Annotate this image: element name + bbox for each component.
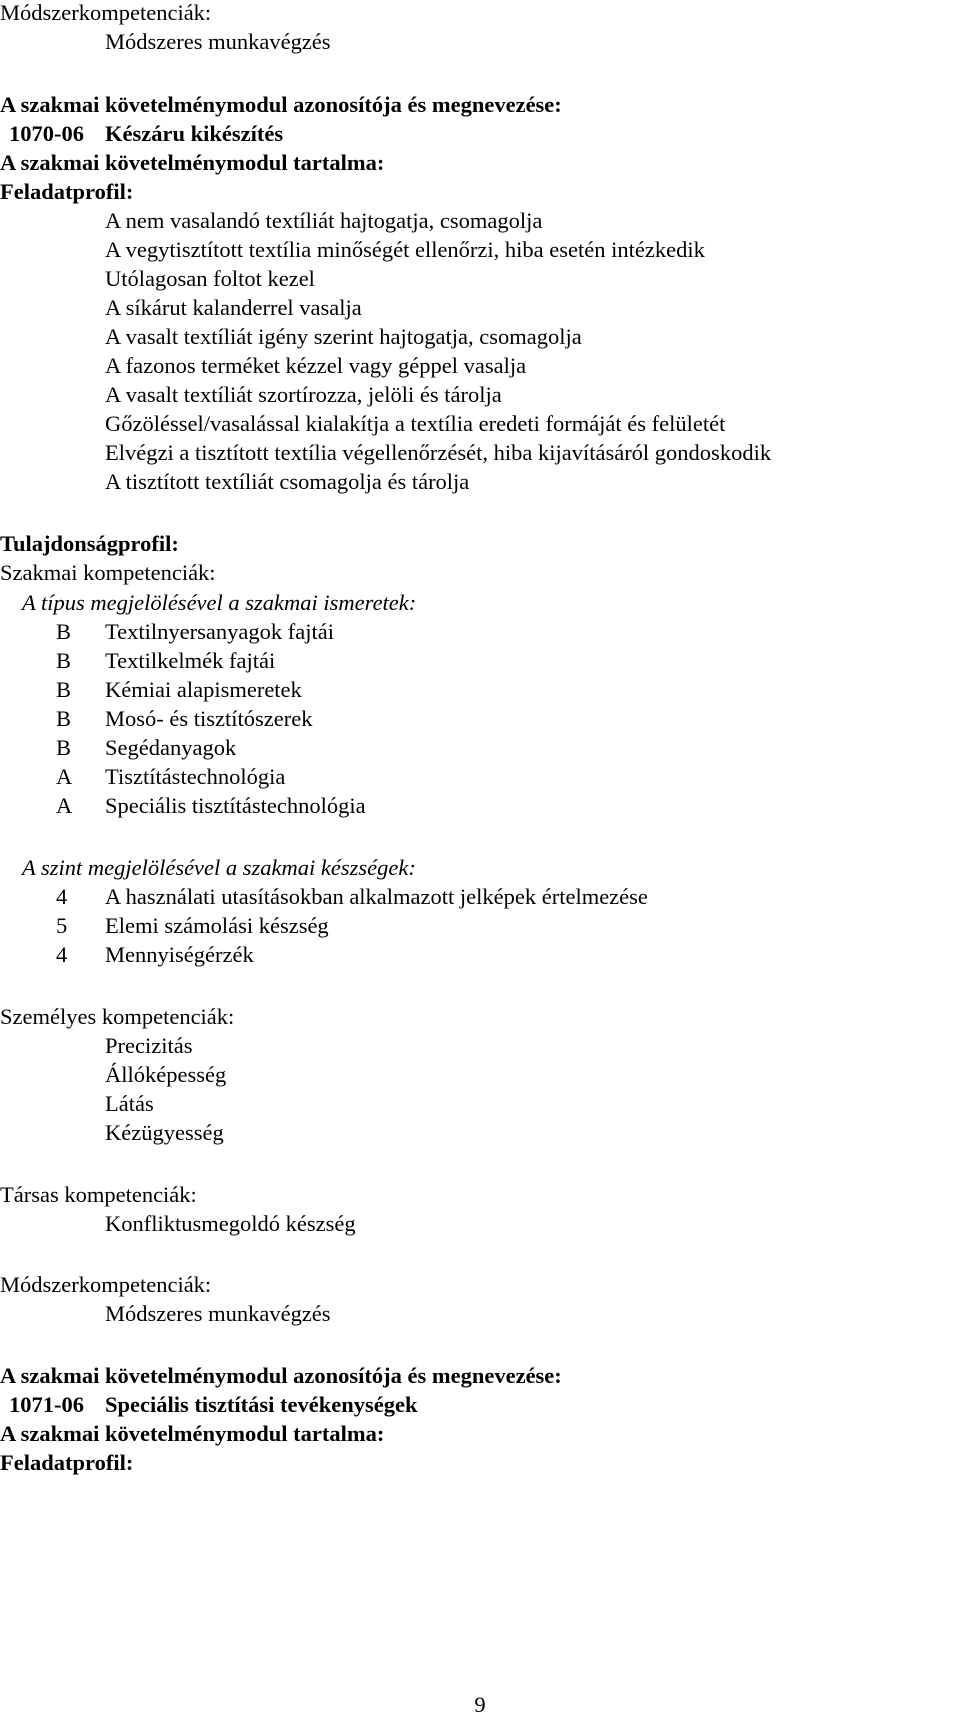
task-item: A síkárut kalanderrel vasalja	[105, 295, 362, 320]
method-competencies-heading: Módszerkompetenciák:	[0, 0, 212, 25]
knowledge-text: Mosó- és tisztítószerek	[105, 706, 313, 731]
module-content-heading: A szakmai követelménymodul tartalma:	[0, 1421, 385, 1446]
personal-competency-item: Precizitás	[105, 1033, 193, 1058]
knowledge-text: Kémiai alapismeretek	[105, 677, 302, 702]
module-id-heading: A szakmai követelménymodul azonosítója és megnevezése:	[0, 1363, 562, 1388]
skill-level: 5	[56, 913, 68, 938]
module-id-heading: A szakmai követelménymodul azonosítója és megnevezése:	[0, 92, 562, 117]
professional-competencies-heading: Szakmai kompetenciák:	[0, 560, 216, 585]
knowledge-text: Textilnyersanyagok fajtái	[105, 619, 334, 644]
module-code: 1071-06	[9, 1392, 84, 1417]
page-number: 9	[474, 1692, 486, 1717]
module-name: Speciális tisztítási tevékenységek	[105, 1392, 418, 1417]
skill-level: 4	[56, 884, 68, 909]
knowledge-grade: B	[56, 648, 72, 673]
knowledge-text: Textilkelmék fajtái	[105, 648, 276, 673]
personal-competency-item: Látás	[105, 1091, 154, 1116]
knowledge-text: Speciális tisztítástechnológia	[105, 793, 366, 818]
personal-competencies-heading: Személyes kompetenciák:	[0, 1004, 235, 1029]
knowledge-grade: A	[56, 764, 73, 789]
skill-level: 4	[56, 942, 68, 967]
personal-competency-item: Állóképesség	[105, 1062, 227, 1087]
property-profile-heading: Tulajdonságprofil:	[0, 531, 179, 556]
task-item: A vasalt textíliát szortírozza, jelöli és tárolja	[105, 382, 502, 407]
skill-text: Elemi számolási készség	[105, 913, 329, 938]
task-item: Gőzöléssel/vasalással kialakítja a textília eredeti formáját és felületét	[105, 411, 726, 436]
knowledge-text: Segédanyagok	[105, 735, 237, 760]
task-profile-heading: Feladatprofil:	[0, 179, 134, 204]
knowledge-grade: B	[56, 619, 72, 644]
skill-text: Mennyiségérzék	[105, 942, 254, 967]
knowledge-heading: A típus megjelölésével a szakmai ismeretek:	[22, 590, 417, 615]
method-competency-item: Módszeres munkavégzés	[105, 1301, 331, 1326]
task-item: A vasalt textíliát igény szerint hajtogatja, csomagolja	[105, 324, 582, 349]
knowledge-grade: B	[56, 735, 72, 760]
knowledge-grade: B	[56, 706, 72, 731]
skills-heading: A szint megjelölésével a szakmai készségek:	[22, 855, 416, 880]
knowledge-text: Tisztítástechnológia	[105, 764, 286, 789]
task-item: Elvégzi a tisztított textília végellenőrzését, hiba kijavításáról gondoskodik	[105, 440, 772, 465]
method-competencies-heading: Módszerkompetenciák:	[0, 1272, 212, 1297]
method-competency-item: Módszeres munkavégzés	[105, 29, 331, 54]
module-content-heading: A szakmai követelménymodul tartalma:	[0, 150, 385, 175]
task-item: A nem vasalandó textíliát hajtogatja, csomagolja	[105, 208, 543, 233]
social-competency-item: Konfliktusmegoldó készség	[105, 1211, 356, 1236]
knowledge-grade: A	[56, 793, 73, 818]
task-profile-heading: Feladatprofil:	[0, 1450, 134, 1475]
skill-text: A használati utasításokban alkalmazott jelképek értelmezése	[105, 884, 648, 909]
module-name: Készáru kikészítés	[105, 121, 284, 146]
task-item: Utólagosan foltot kezel	[105, 266, 315, 291]
task-item: A vegytisztított textília minőségét ellenőrzi, hiba esetén intézkedik	[105, 237, 705, 262]
knowledge-grade: B	[56, 677, 72, 702]
social-competencies-heading: Társas kompetenciák:	[0, 1182, 197, 1207]
personal-competency-item: Kézügyesség	[105, 1120, 224, 1145]
module-code: 1070-06	[9, 121, 84, 146]
task-item: A tisztított textíliát csomagolja és tárolja	[105, 469, 470, 494]
task-item: A fazonos terméket kézzel vagy géppel vasalja	[105, 353, 527, 378]
